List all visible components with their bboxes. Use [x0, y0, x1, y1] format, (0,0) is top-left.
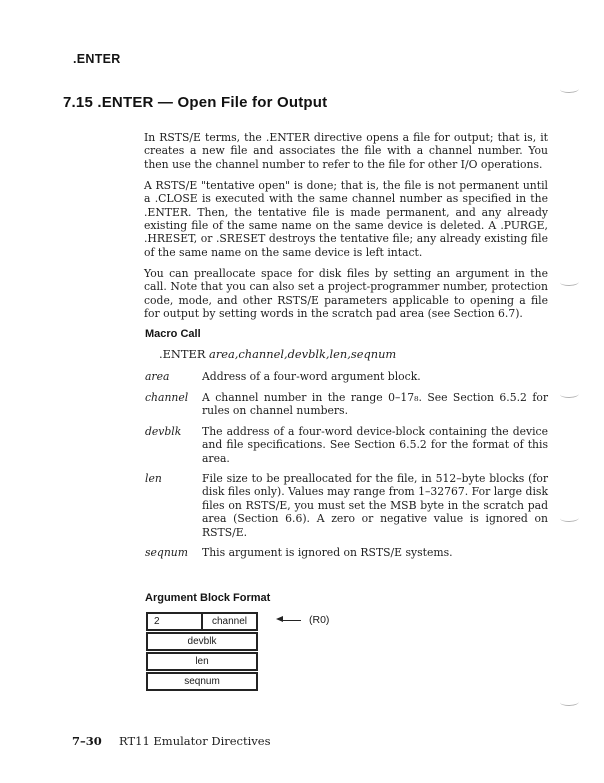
- argument-block-table: [146, 612, 258, 691]
- definition-row: [145, 391, 548, 418]
- table-cell: len: [195, 656, 209, 667]
- definition-desc: This argument is ignored on RSTS/E systems.: [202, 546, 453, 559]
- r0-pointer-label: (R0): [309, 614, 330, 626]
- scan-edge-mark-icon: [560, 514, 579, 523]
- table-row: [146, 612, 258, 631]
- section-heading: 7.15 .ENTER — Open File for Output: [63, 94, 328, 111]
- scan-edge-mark-icon: [560, 698, 579, 707]
- macro-call-heading: Macro Call: [145, 328, 201, 340]
- definition-term: len: [145, 472, 162, 485]
- definition-term: seqnum: [145, 546, 188, 559]
- paragraph: A RSTS/E "tentative open" is done; that is, the file is not permanent until a .CLOSE is executed with the same channel number as specified in the .ENTER. Then, the tentative file is made permanent, and any already existing file of the same name on the same device is deleted. A .PURGE, .HRESET, or .SRESET destroys the tentative file; any already existing file of the same name on the same device is left intact.: [144, 178, 548, 259]
- paragraph: In RSTS/E terms, the .ENTER directive opens a file for output; that is, it creates a new file and associates the file with a channel number. You then use the channel number to refer to the file for other I/O operations.: [144, 130, 548, 171]
- table-cell: channel: [211, 616, 248, 627]
- table-cell: 2: [148, 614, 203, 629]
- table-cell: seqnum: [184, 676, 220, 687]
- scan-edge-mark-icon: [560, 390, 579, 399]
- definition-desc: A channel number in the range 0–17₈. See Section 6.5.2 for rules on channel numbers.: [202, 391, 548, 418]
- scan-edge-mark-icon: [560, 85, 579, 94]
- table-row: [146, 632, 258, 651]
- scan-edge-mark-icon: [560, 278, 579, 287]
- table-cell: devblk: [187, 636, 217, 647]
- table-row: [146, 652, 258, 671]
- macro-directive: .ENTER: [159, 347, 206, 361]
- definition-term: devblk: [145, 425, 182, 438]
- arrow-left-icon: [283, 620, 301, 621]
- definition-row: [145, 472, 548, 539]
- definition-row: [145, 425, 548, 465]
- argument-block-heading: Argument Block Format: [145, 592, 271, 604]
- macro-arguments: area,channel,devblk,len,seqnum: [209, 347, 397, 361]
- definition-desc: The address of a four-word device-block containing the device and file specifications. See Section 6.5.2 for the format of this area.: [202, 425, 548, 465]
- definition-term: channel: [145, 391, 189, 404]
- table-row: [146, 672, 258, 691]
- paragraph: You can preallocate space for disk files by setting an argument in the call. Note that you can also set a project-programmer number, protection code, mode, and other RSTS/E parameters applicable to opening a file for output by setting words in the scratch pad area (see Section 6.7).: [144, 266, 548, 321]
- running-head: .ENTER: [73, 52, 121, 66]
- macro-call-line: [159, 347, 396, 361]
- definition-term: area: [145, 370, 170, 383]
- definition-row: [145, 546, 548, 559]
- definition-desc: File size to be preallocated for the file, in 512–byte blocks (for disk files only). Values may range from 1–32767. For large disk files on RSTS/E, you must set the MSB byte in the scratch pad area (Section 6.6). A zero or negative value is ignored on RSTS/E.: [202, 472, 548, 539]
- footer-page-number: 7–30: [72, 734, 102, 748]
- definition-desc: Address of a four-word argument block.: [202, 370, 421, 383]
- footer-title: RT11 Emulator Directives: [119, 734, 271, 748]
- definition-row: [145, 370, 548, 383]
